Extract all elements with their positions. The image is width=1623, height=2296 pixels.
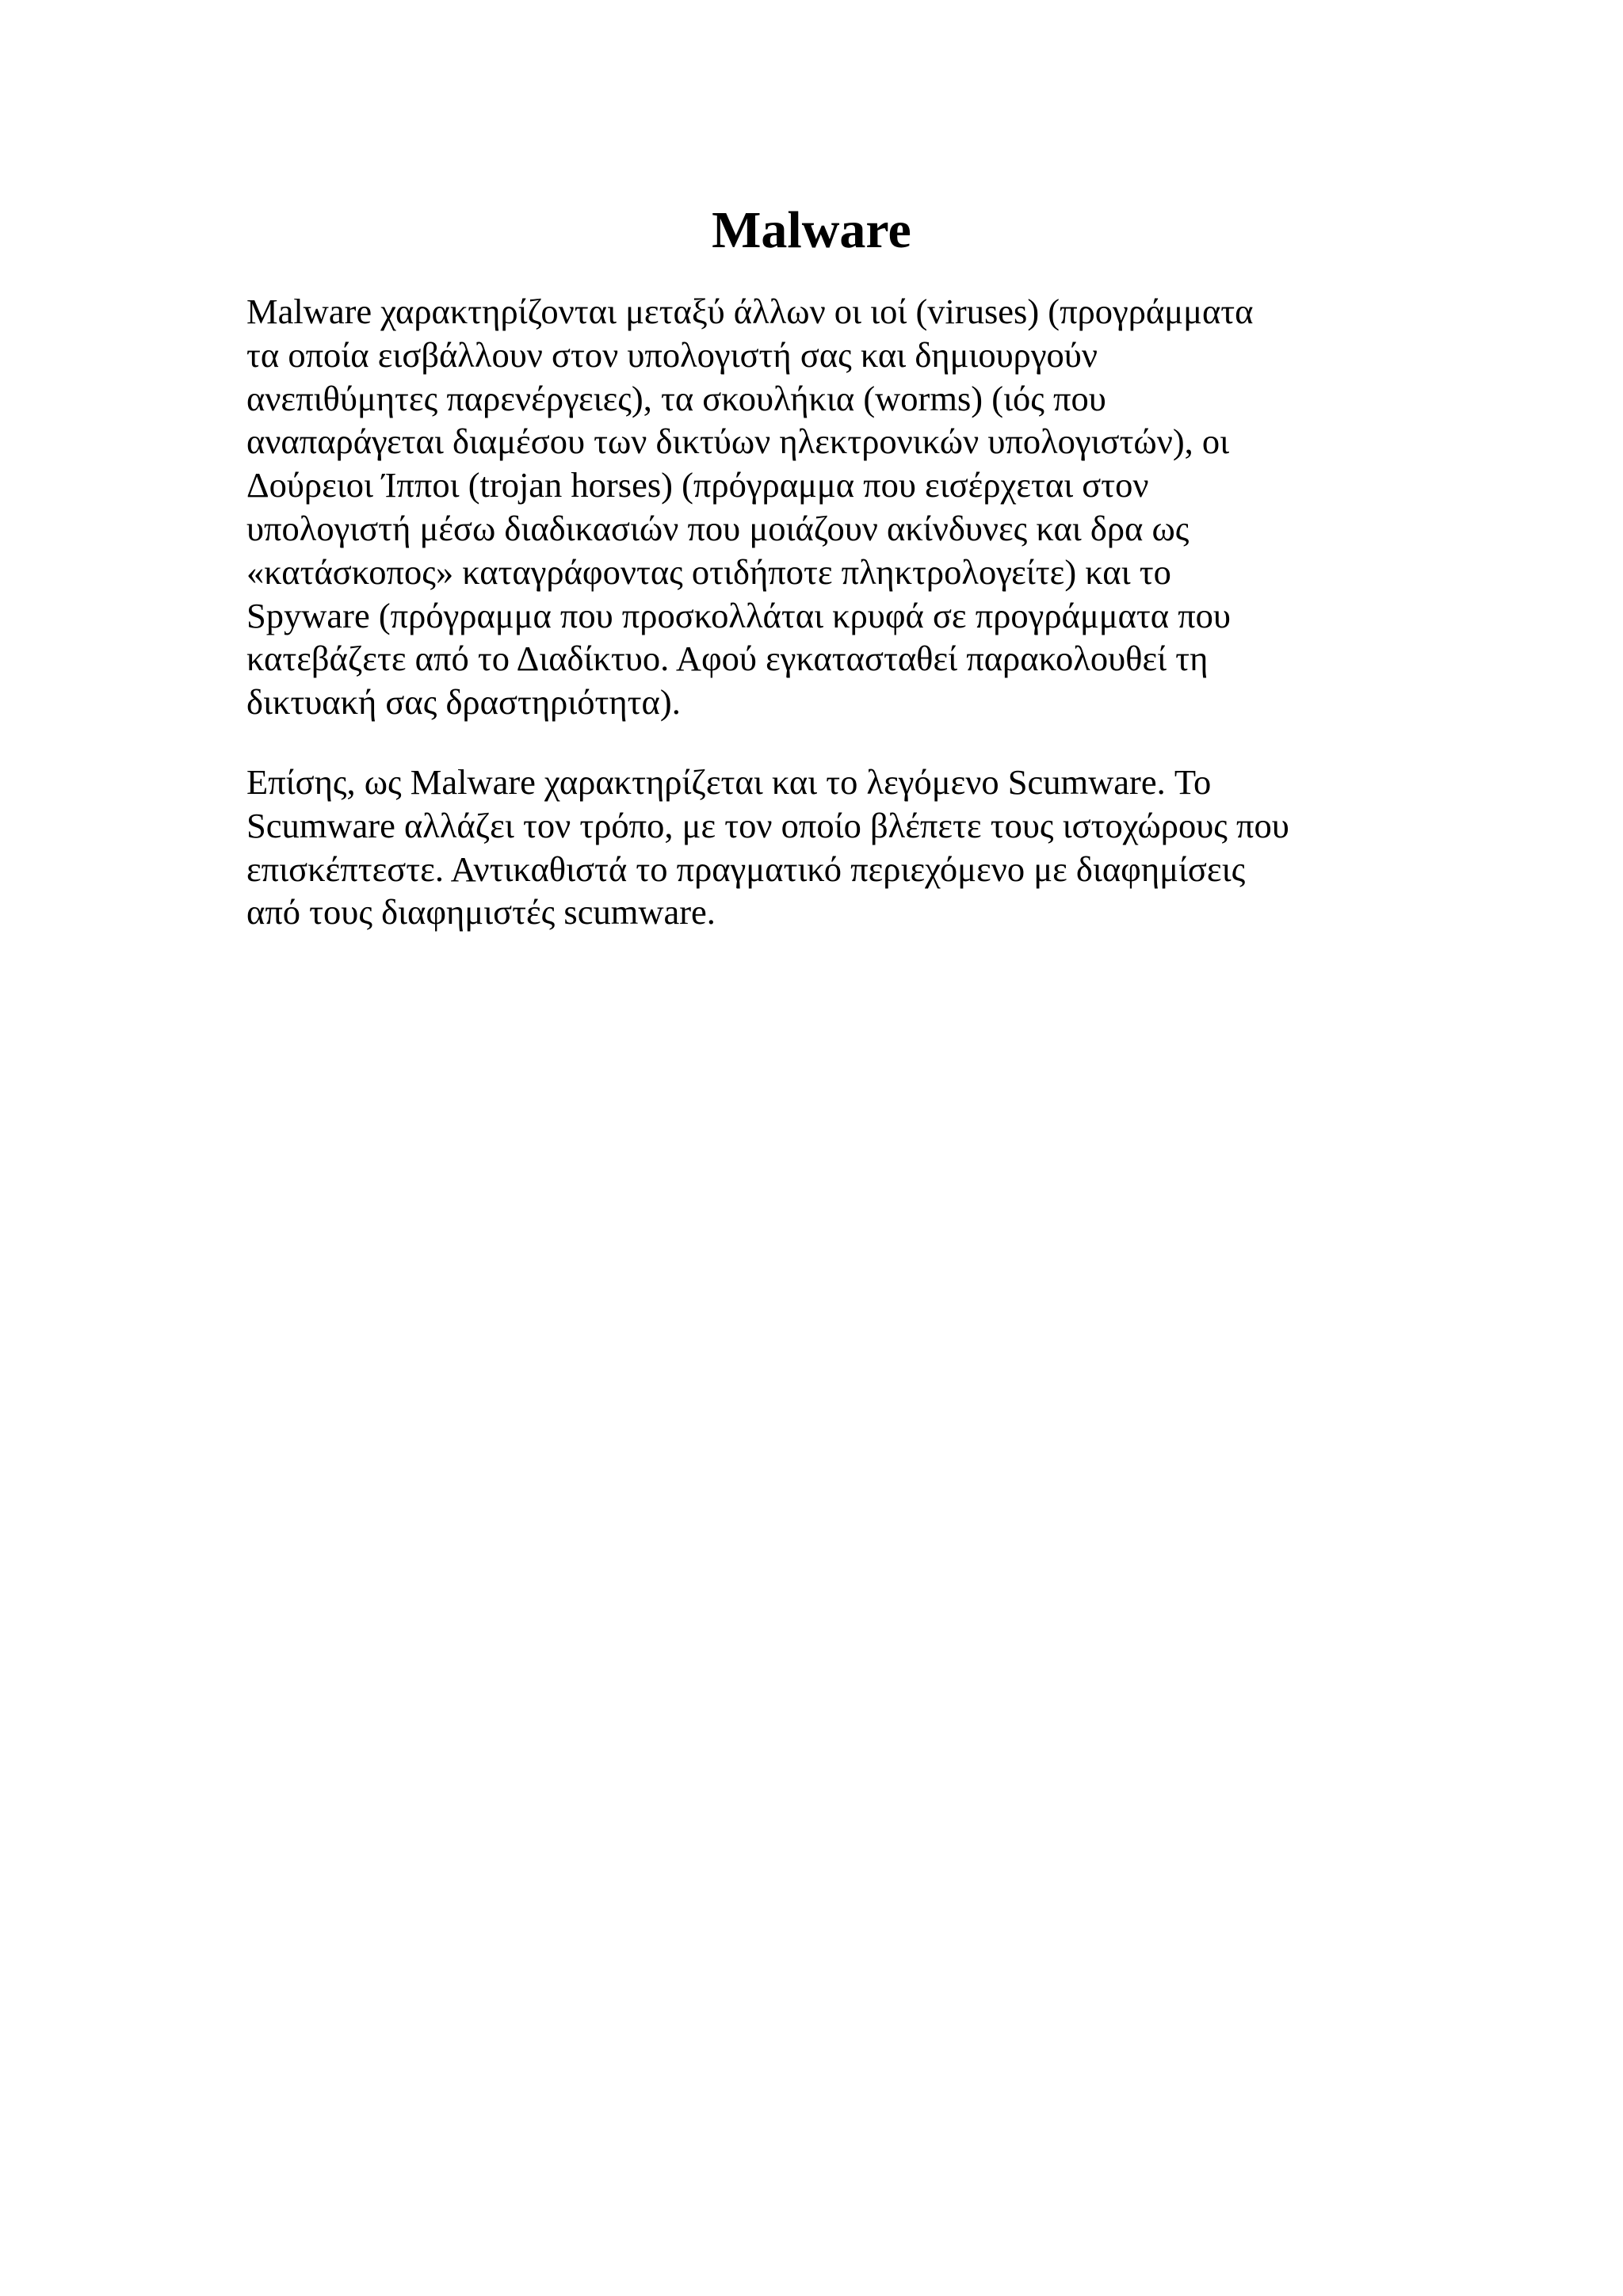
- document-body: [246, 290, 1403, 971]
- paragraph-malware-types: [246, 290, 1403, 724]
- text-line: τα οποία εισβάλλουν στον υπολογιστή σας και δημιουργούν: [246, 334, 1098, 375]
- text-line: επισκέπτεστε. Αντικαθιστά το πραγματικό περιεχόμενο με διαφημίσεις: [246, 849, 1246, 889]
- text-line: Δούρειοι Ίπποι (trojan horses) (πρόγραμμα που εισέρχεται στον: [246, 465, 1149, 505]
- text-line: «κατάσκοπος» καταγράφοντας οτιδήποτε πληκτρολογείτε) και το: [246, 551, 1171, 592]
- text-line: δικτυακή σας δραστηριότητα).: [246, 682, 681, 723]
- text-line: Malware χαρακτηρίζονται μεταξύ άλλων οι ιοί (viruses) (προγράμματα: [246, 292, 1254, 331]
- text-line: ανεπιθύμητες παρενέργειες), τα σκουλήκια (worms) (ιός που: [246, 378, 1106, 418]
- text-line: Επίσης, ως Malware χαρακτηρίζεται και το λεγόμενο Scumware. Το: [246, 761, 1212, 802]
- text-line: υπολογιστή μέσω διαδικασιών που μοιάζουν ακίνδυνες και δρα ως: [246, 508, 1190, 548]
- text-line: Scumware αλλάζει τον τρόπο, με τον οποίο βλέπετε τους ιστοχώρους που: [246, 805, 1289, 845]
- text-line: Spyware (πρόγραμμα που προσκολλάται κρυφά σε προγράμματα που: [246, 595, 1231, 635]
- text-line: κατεβάζετε από το Διαδίκτυο. Αφού εγκατασταθεί παρακολουθεί τη: [246, 639, 1209, 679]
- paragraph-scumware: [246, 761, 1403, 934]
- text-line: από τους διαφημιστές scumware.: [246, 892, 716, 933]
- document-title: Malware: [712, 201, 911, 259]
- text-line: αναπαράγεται διαμέσου των δικτύων ηλεκτρονικών υπολογιστών), οι: [246, 421, 1230, 462]
